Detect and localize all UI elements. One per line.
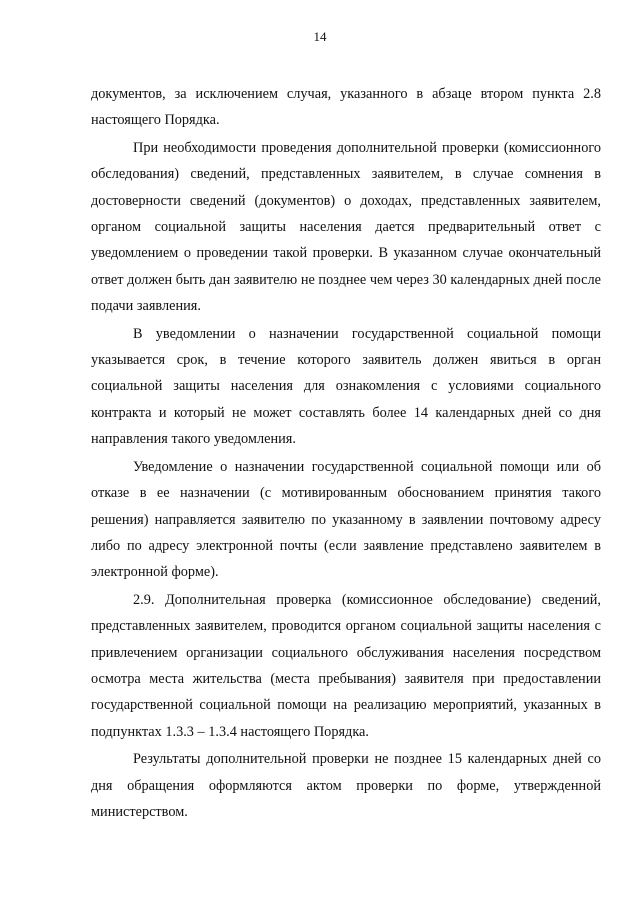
- paragraph-continuation: документов, за исключением случая, указанного в абзаце втором пункта 2.8 настоящего Порядка.: [91, 86, 601, 129]
- document-body: [91, 81, 601, 825]
- paragraph-clause-2-9: 2.9. Дополнительная проверка (комиссионное обследование) сведений, представленных заявителем, проводится органом социальной защиты населения с привлечением организации социального обслуживания населения посредством осмотра места жительства (места пребывания) заявителя при предоставлении государственной социальной помощи на реализацию мероприятий, указанных в подпунктах 1.3.3 – 1.3.4 настоящего Порядка.: [91, 591, 601, 740]
- paragraph-notification-delivery: Уведомление о назначении государственной социальной помощи или об отказе в ее назначении (с мотивированным обоснованием принятия такого решения) направляется заявителю по указанному в заявлении почтовому адресу либо по адресу электронной почты (если заявление представлено заявителем в электронной форме).: [91, 458, 601, 581]
- paragraph-additional-check-notice: При необходимости проведения дополнительной проверки (комиссионного обследования) сведений, представленных заявителем, в случае сомнения в достоверности сведений (документов) о доходах, представленных заявителем, органом социальной защиты населения дается предварительный ответ с уведомлением о проведении такой проверки. В указанном случае окончательный ответ должен быть дан заявителю не позднее чем через 30 календарных дней после подачи заявления.: [91, 139, 601, 315]
- page-number: 14: [313, 29, 327, 44]
- paragraph-check-results: Результаты дополнительной проверки не позднее 15 календарных дней со дня обращения оформляются актом проверки по форме, утвержденной министерством.: [91, 751, 601, 820]
- paragraph-notification-deadline: В уведомлении о назначении государственной социальной помощи указывается срок, в течение которого заявитель должен явиться в орган социальной защиты населения для ознакомления с условиями социального контракта и который не может составлять более 14 календарных дней со дня направления такого уведомления.: [91, 325, 601, 448]
